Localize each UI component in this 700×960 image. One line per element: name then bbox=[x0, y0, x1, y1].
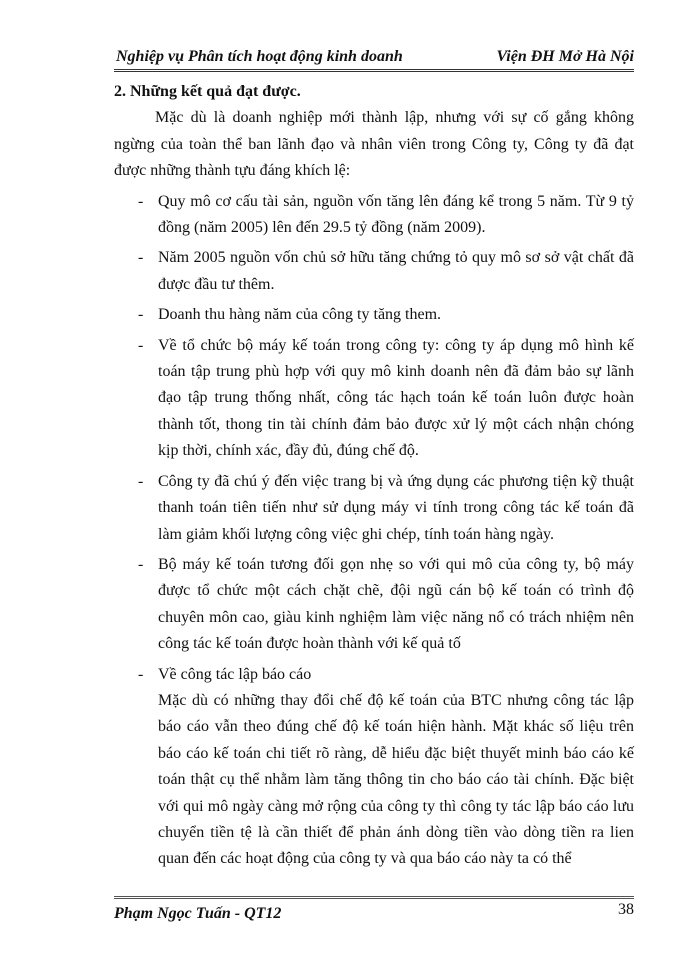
bullet-dash: - bbox=[138, 306, 144, 324]
header-title: Nghiệp vụ Phân tích hoạt động kinh doanh bbox=[116, 48, 403, 65]
page-number: 38 bbox=[618, 901, 634, 918]
footer-divider bbox=[114, 896, 634, 899]
document-body bbox=[114, 79, 634, 873]
list-item-text: Bộ máy kế toán tương đối gọn nhẹ so với qui mô của công ty, bộ máy được tổ chức một cách chặt chẽ, đội ngũ cán bộ kế toán có trình độ chuyên môn cao, giàu kinh nghiệm làm việc năng nổ có trách nhiệm nên công tác kế toán được hoàn thành với kế quả tố bbox=[158, 555, 634, 653]
list-item-text: Về công tác lập báo cáo bbox=[158, 665, 312, 683]
list-item-text: Về tổ chức bộ máy kế toán trong công ty: công ty áp dụng mô hình kế toán tập trung phù hợp với quy mô kinh doanh nên đã đảm bảo sự lãnh đạo tập trung thống nhất, công tác hạch toán kế toán luôn được hoàn thành tốt, thong tin tài chính đảm bảo được xử lý một cách nhận chóng kịp thời, chính xác, đầy đủ, đúng chế độ. bbox=[158, 336, 634, 460]
page-header bbox=[114, 44, 634, 68]
list-item bbox=[114, 302, 634, 328]
header-institution: Viện ĐH Mở Hà Nội bbox=[496, 48, 634, 65]
list-item bbox=[114, 245, 634, 298]
bullet-dash: - bbox=[138, 249, 144, 267]
footer-author: Phạm Ngọc Tuấn - QT12 bbox=[114, 905, 282, 922]
bullet-dash: - bbox=[138, 665, 144, 683]
list-item-text: Công ty đã chú ý đến việc trang bị và ứng dụng các phương tiện kỹ thuật thanh toán tiên tiến như sử dụng máy vi tính trong công tác kế toán đã làm giảm khối lượng công việc ghi chép, tính toán hàng ngày. bbox=[158, 472, 634, 543]
reporting-paragraph: Mặc dù có những thay đổi chế độ kế toán của BTC nhưng công tác lập báo cáo vẫn theo đúng chế độ kế toán hiện hành. Mặt khác số liệu trên báo cáo kế toán chi tiết rõ ràng, dễ hiểu đặc biệt thuyết minh báo cáo kế toán thật cụ thể nhằm làm tăng thông tin cho báo cáo tài chính. Đặc biệt với qui mô ngày càng mở rộng của công ty thì công ty tác lập báo cáo lưu chuyển tiền tệ là cần thiết để phản ánh dòng tiền vào dòng tiền ra lien quan đến các hoạt động của công ty và qua báo cáo này ta có thể bbox=[158, 691, 634, 868]
section-heading: 2. Những kết quả đạt được. bbox=[114, 83, 301, 100]
bullet-dash: - bbox=[138, 472, 144, 490]
bullet-dash: - bbox=[138, 555, 144, 573]
bullet-dash: - bbox=[138, 336, 144, 354]
list-item-text: Doanh thu hàng năm của công ty tăng them. bbox=[158, 306, 442, 324]
list-item bbox=[114, 333, 634, 465]
header-divider bbox=[114, 69, 634, 72]
list-item bbox=[114, 662, 634, 873]
intro-paragraph: Mặc dù là doanh nghiệp mới thành lập, nhưng với sự cố gắng không ngừng của toàn thể ban lãnh đạo và nhân viên trong Công ty, Công ty đã đạt được những thành tựu đáng khích lệ: bbox=[114, 109, 634, 180]
list-item-text: Năm 2005 nguồn vốn chủ sở hữu tăng chứng tỏ quy mô sơ sở vật chất đã được đầu tư thêm. bbox=[158, 249, 634, 293]
bullet-dash: - bbox=[138, 192, 144, 210]
list-item bbox=[114, 552, 634, 658]
achievements-list bbox=[114, 189, 634, 873]
list-item bbox=[114, 189, 634, 242]
list-item-text: Quy mô cơ cấu tài sản, nguồn vốn tăng lên đáng kể trong 5 năm. Từ 9 tỷ đồng (năm 2005) lên đến 29.5 tỷ đồng (năm 2009). bbox=[158, 192, 634, 237]
list-item bbox=[114, 469, 634, 548]
